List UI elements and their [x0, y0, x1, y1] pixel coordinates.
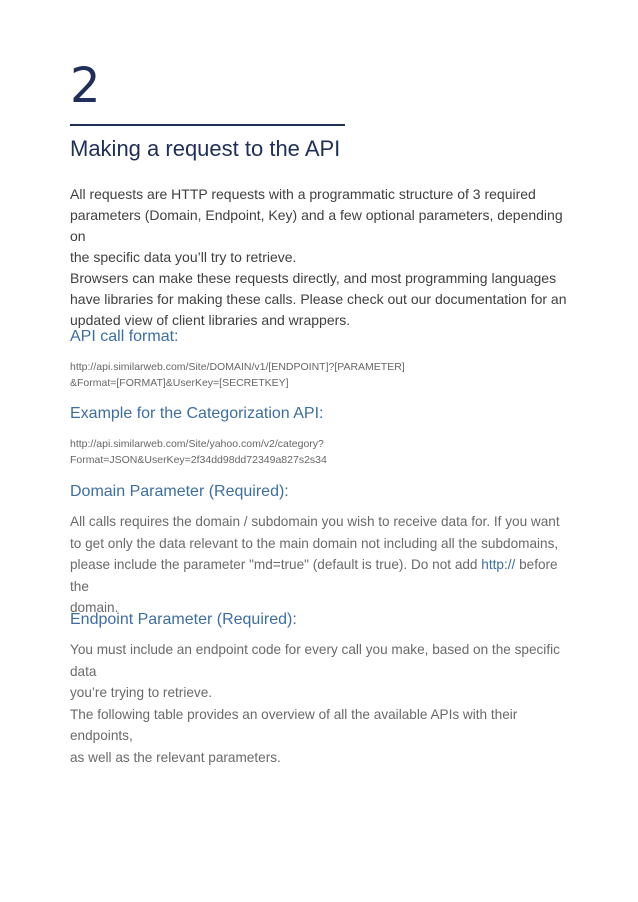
api-call-format-heading: API call format: [70, 328, 179, 345]
body-line: All calls requires the domain / subdomain you wish to receive data for. If you want [70, 514, 560, 529]
intro-line: the specific data you’ll try to retrieve. [70, 249, 297, 265]
code-line: http://api.similarweb.com/Site/DOMAIN/v1/[ENDPOINT]?[PARAMETER] [70, 361, 405, 373]
body-text-segment: please include the parameter "md=true" (default is true). Do not add [70, 557, 482, 572]
intro-line: Browsers can make these requests directly, and most programming languages [70, 270, 557, 286]
code-line: http://api.similarweb.com/Site/yahoo.com/v2/category? [70, 438, 324, 450]
chapter-divider [70, 124, 345, 126]
http-link[interactable]: http:// [481, 557, 516, 572]
page-title: Making a request to the API [70, 136, 341, 161]
code-line: &Format=[FORMAT]&UserKey=[SECRETKEY] [70, 377, 289, 389]
body-line: You must include an endpoint code for every call you make, based on the specific data [70, 642, 560, 679]
body-line: as well as the relevant parameters. [70, 749, 281, 765]
body-line: to get only the data relevant to the main domain not including all the subdomains, [70, 535, 559, 551]
intro-line: All requests are HTTP requests with a programmatic structure of 3 required [70, 186, 536, 202]
intro-paragraph [70, 184, 580, 331]
body-line: The following table provides an overview of all the available APIs with their endpoints, [70, 706, 518, 743]
body-line [70, 554, 580, 597]
endpoint-parameter-heading: Endpoint Parameter (Required): [70, 611, 297, 628]
categorization-example-heading: Example for the Categorization API: [70, 405, 324, 422]
code-line: Format=JSON&UserKey=2f34dd98dd72349a827s2s34 [70, 454, 327, 466]
endpoint-parameter-description [70, 639, 580, 768]
domain-parameter-heading: Domain Parameter (Required): [70, 483, 289, 500]
body-line: you’re trying to retrieve. [70, 685, 213, 700]
intro-line: parameters (Domain, Endpoint, Key) and a few optional parameters, depending on [70, 207, 563, 244]
categorization-example-url [70, 436, 580, 468]
api-call-format-example [70, 359, 580, 391]
chapter-number: 2 [70, 58, 101, 114]
intro-line: updated view of client libraries and wrappers. [70, 312, 351, 328]
intro-line: have libraries for making these calls. Please check out our documentation for an [70, 291, 567, 307]
body-text-segment: before the [70, 557, 558, 594]
domain-parameter-description [70, 511, 580, 619]
body-line: domain. [70, 600, 119, 615]
